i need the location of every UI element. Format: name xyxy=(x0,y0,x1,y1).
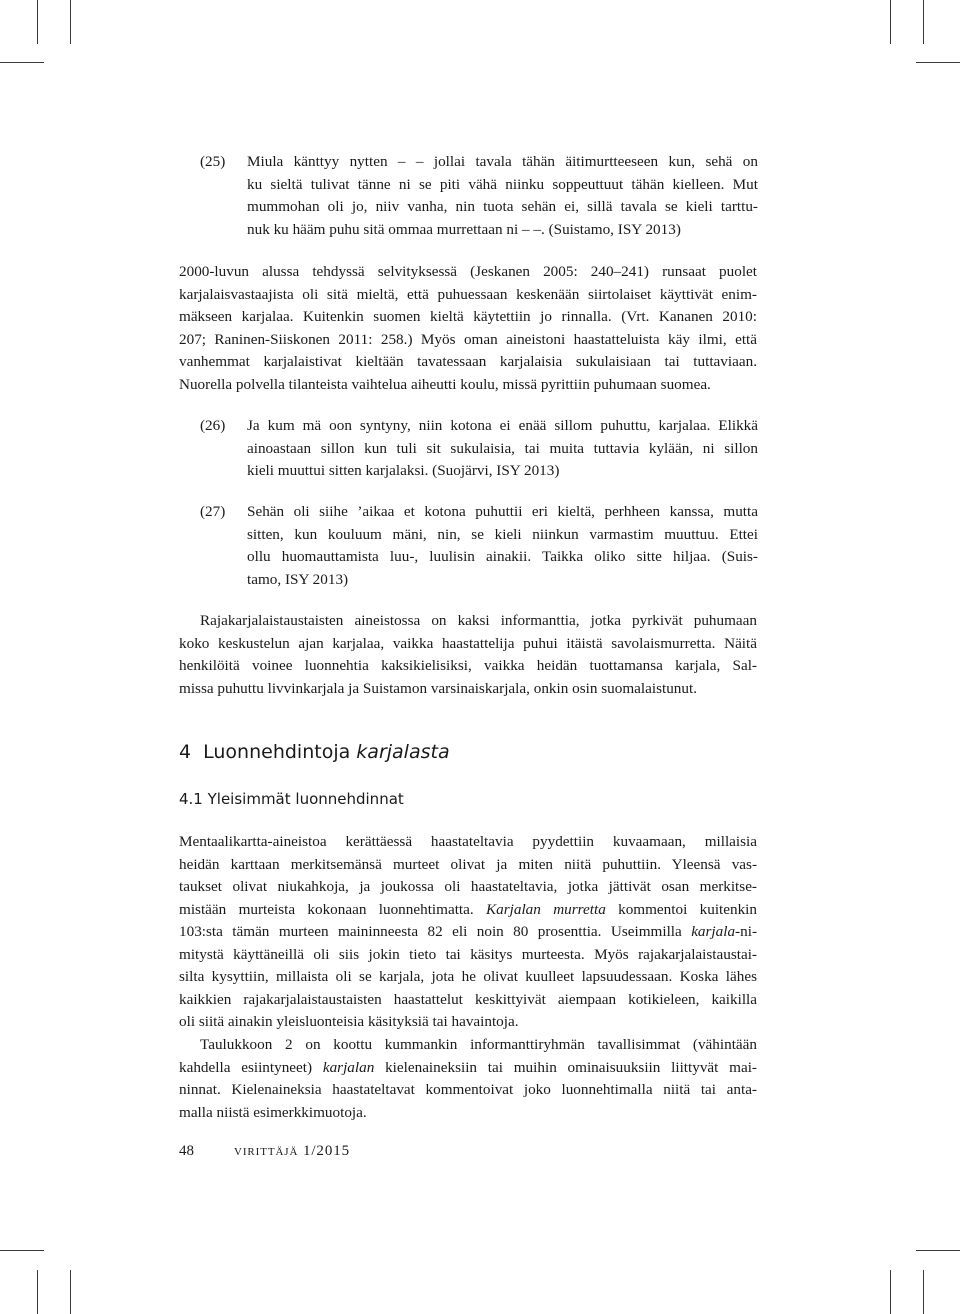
crop-mark xyxy=(916,1250,960,1251)
paragraph-line: kaikkien rajakarjalaistaustaisten haastattelut keskittyivät aiempaan kotikieleen, kaikilla xyxy=(179,990,757,1008)
crop-mark xyxy=(890,0,891,44)
crop-mark xyxy=(923,1270,924,1314)
section-heading xyxy=(179,739,450,765)
paragraph-line: vanhemmat karjalaistivat kieltään tavatessaan karjalaisia sukulaisiaan tai tuttaviaan. xyxy=(179,353,757,370)
paragraph-line: malla niistä esimerkkimuotoja. xyxy=(179,1103,367,1121)
example-line: Ja kum mä oon syntyny, niin kotona ei enää sillom puhuttu, karjalaa. Elikkä xyxy=(247,417,758,434)
example-line: ainoastaan sillon kun tuli sit sukulaisia, tai muita tuttavia kylään, ni sillon xyxy=(247,439,758,457)
paragraph-line: kahdella esiintyneet) karjalan kielenaineksiin tai muihin ominaisuuksiin liittyvät mai- xyxy=(179,1058,757,1076)
paragraph-line: silta kysyttiin, millaista oli se karjala, jota he olivat kuulleet lapsuudessaan. Koska lähes xyxy=(179,968,757,985)
example-line: Miula känttyy nytten – – jollai tavala tähän äitimurtteeseen kun, sehä on xyxy=(247,153,758,170)
paragraph-line: 103:sta tämän murteen maininneesta 82 eli noin 80 prosenttia. Useimmilla karjala-ni- xyxy=(179,923,757,940)
paragraph-line: Rajakarjalaistaustaisten aineistossa on kaksi informanttia, jotka pyrkivät puhumaan xyxy=(200,612,757,629)
page-footer xyxy=(179,1140,350,1162)
paragraph-line: mäkseen karjalaa. Kuitenkin suomen kieltä käytettiin jo rinnalla. (Vrt. Kananen 2010: xyxy=(179,308,757,325)
paragraph xyxy=(179,1034,757,1124)
paragraph-line: koko keskustelun ajan karjalaa, vaikka haastattelija puhui itäistä savolaismurretta. Näitä xyxy=(179,634,757,652)
example-27 xyxy=(200,501,758,591)
paragraph-line: Taulukkoon 2 on koottu kummankin informanttiryhmän tavallisimmat (vähintään xyxy=(200,1036,757,1053)
example-line: mummohan oli jo, niiv vanha, nin tuota sehän ei, sillä tavala se kieli tarttu- xyxy=(247,198,758,215)
paragraph-line: mistään murteista kokonaan luonnehtimatta. Karjalan murretta kommentoi kuitenkin xyxy=(179,900,757,918)
crop-mark xyxy=(0,62,44,63)
crop-mark xyxy=(37,1270,38,1314)
paragraph-line: heidän karttaan merkitsemänsä murteet olivat ja miten niitä puhuttiin. Yleensä vas- xyxy=(179,855,757,873)
paragraph xyxy=(179,261,757,396)
example-text xyxy=(247,501,758,591)
journal-name: virittäjä 1/2015 xyxy=(234,1143,351,1159)
example-line: tamo, ISY 2013) xyxy=(247,570,349,588)
paragraph-line: taukset olivat niukahkoja, ja joukossa oli haastateltavia, jotka jättivät osan merkitse- xyxy=(179,878,757,895)
paragraph-line: Nuorella polvella tilanteista vaihtelua aiheutti koulu, missä pyrittiin puhumaan suomea. xyxy=(179,375,711,393)
example-line: nuk ku hääm puhu sitä ommaa murrettaan ni – –. (Suistamo, ISY 2013) xyxy=(247,220,681,238)
section-number: 4 xyxy=(179,741,192,763)
example-line: ollu huomauttamista luu-, luulisin ainakii. Taikka oliko sitte hiljaa. (Suis- xyxy=(247,548,758,565)
example-26 xyxy=(200,415,758,483)
example-number: (26) xyxy=(200,417,226,434)
paragraph-line: mitystä käyttäneillä oli siis jokin tieto tai käsitys murteesta. Myös rajakarjalaistaustai- xyxy=(179,945,757,963)
example-line: ku sieltä tulivat tänne ni se piti vähä niinku soppeuttuut tähän kielleen. Mut xyxy=(247,175,758,193)
paragraph-line: missa puhuttu livvinkarjala ja Suistamon varsinaiskarjala, onkin osin suomalaistunut. xyxy=(179,679,697,697)
paragraph-line: Mentaalikartta-aineistoa kerättäessä haastateltavia pyydettiin kuvaamaan, millaisia xyxy=(179,833,757,850)
subsection-heading: 4.1 Yleisimmät luonnehdinnat xyxy=(179,790,404,808)
example-25 xyxy=(200,151,758,241)
crop-mark xyxy=(0,1250,44,1251)
crop-mark xyxy=(70,0,71,44)
example-line: Sehän oli siihe ’aikaa et kotona puhuttii eri kieltä, perhheen kanssa, mutta xyxy=(247,503,758,520)
crop-mark xyxy=(37,0,38,44)
crop-mark xyxy=(70,1270,71,1314)
page-number: 48 xyxy=(179,1143,194,1159)
example-text xyxy=(247,151,758,241)
paragraph-line: 207; Raninen-Siiskonen 2011: 258.) Myös oman aineistoni haastatteluista käy ilmi, että xyxy=(179,330,757,348)
paragraph-line: 2000-luvun alussa tehdyssä selvityksessä (Jeskanen 2005: 240–241) runsaat puolet xyxy=(179,263,757,280)
example-number: (25) xyxy=(200,153,226,170)
paragraph-line: ninnat. Kielenaineksia haastateltavat kommentoivat joko luonnehtimalla niitä tai anta- xyxy=(179,1081,757,1098)
paragraph xyxy=(179,610,757,700)
crop-mark xyxy=(890,1270,891,1314)
example-line: sitten, kun kouluum mäni, nin, se kieli niinkun varmastim muuttuu. Ettei xyxy=(247,525,758,543)
example-text xyxy=(247,415,758,483)
section-title: Luonnehdintoja karjalasta xyxy=(203,741,450,763)
example-line: kieli muuttui sitten karjalaksi. (Suojärvi, ISY 2013) xyxy=(247,462,560,479)
example-number: (27) xyxy=(200,503,226,520)
paragraph-line: karjalaisvastaajista oli sitä mieltä, että puhuessaan keskenään siirtolaiset käyttivät enim- xyxy=(179,285,757,303)
crop-mark xyxy=(916,62,960,63)
paragraph-line: henkilöitä voinee luonnehtia kaksikielisiksi, vaikka heidän tuottamansa karjala, Sal- xyxy=(179,657,757,674)
paragraph-line: oli siitä ainakin yleisluonteisia käsityksiä tai havaintoja. xyxy=(179,1013,519,1030)
paragraph xyxy=(179,831,757,1034)
crop-mark xyxy=(923,0,924,44)
